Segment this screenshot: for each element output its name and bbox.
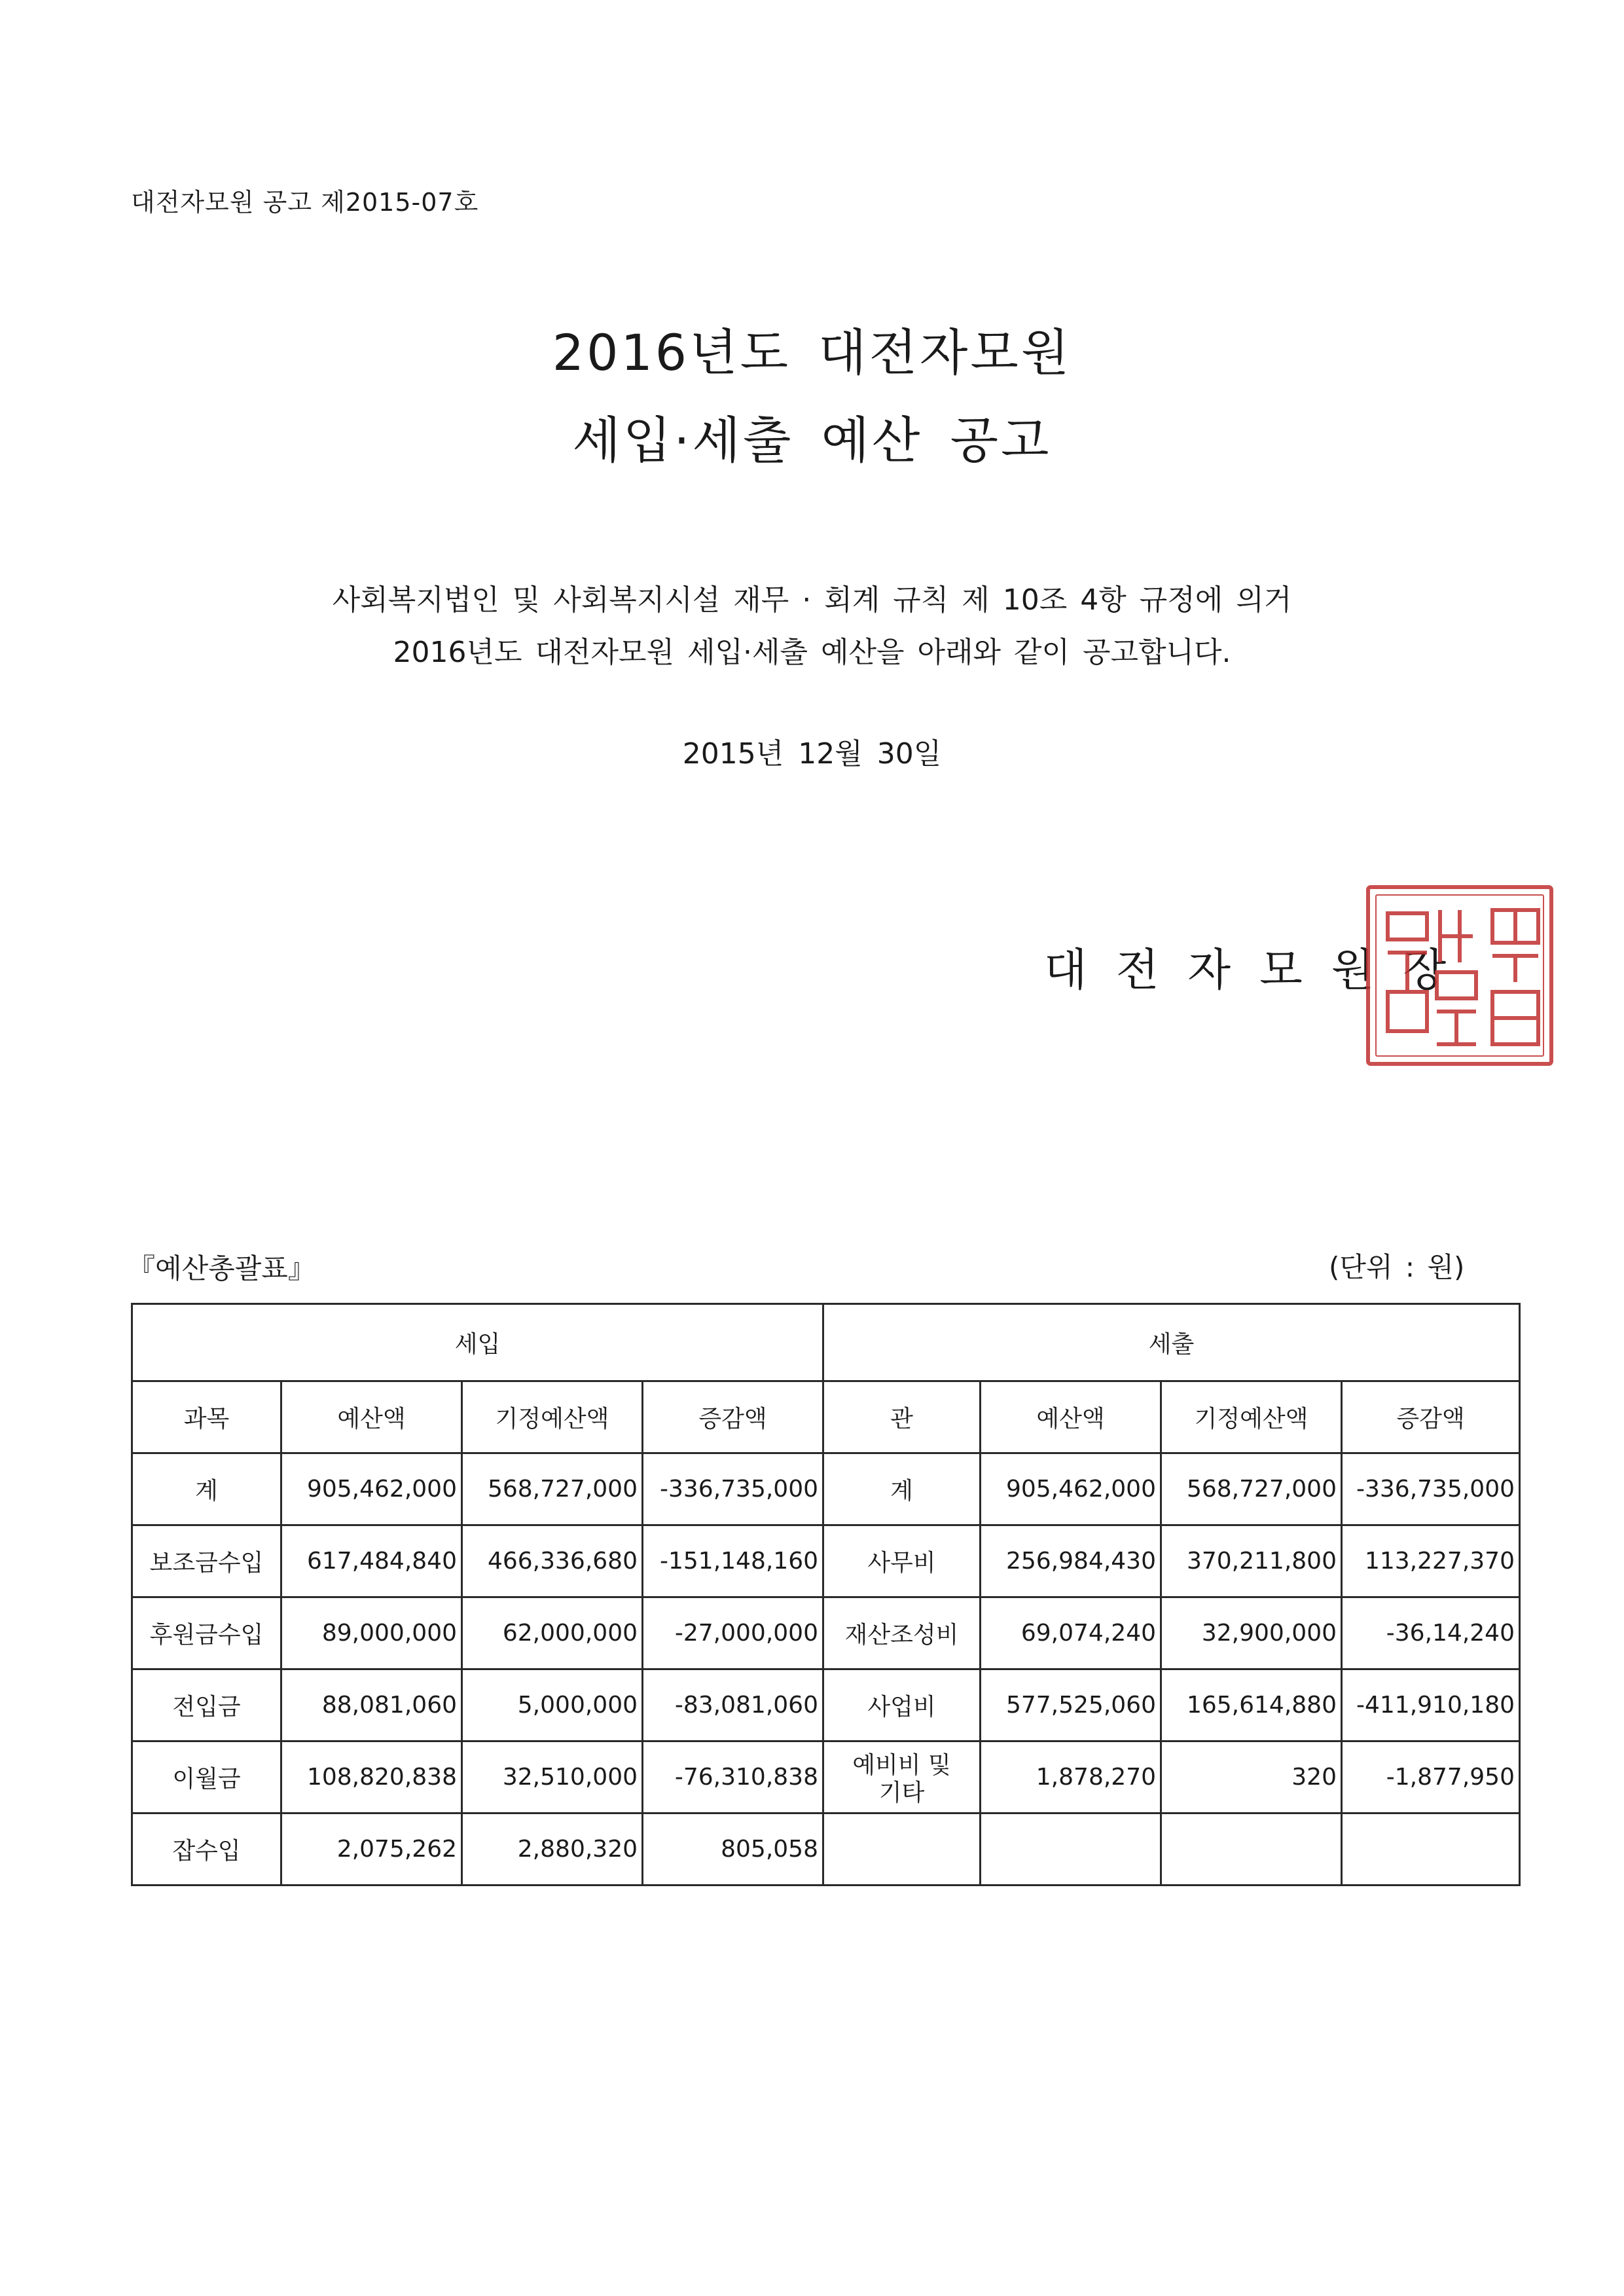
table-cell: 계 [132,1453,281,1525]
document-title-line-2: 세입·세출 예산 공고 [572,411,1052,469]
budget-summary-table [131,1303,1521,1886]
table-cell: 32,510,000 [462,1741,643,1813]
table-row [132,1525,1520,1597]
revenue-group-header: 세입 [132,1304,823,1381]
table-title: 『예산총괄표』 [128,1252,316,1285]
table-cell: 재산조성비 [823,1597,981,1669]
table-cell: 이월금 [132,1741,281,1813]
table-cell: 617,484,840 [281,1525,462,1597]
body-text-line-2: 2016년도 대전자모원 세입·세출 예산을 아래와 같이 공고합니다. [393,636,1231,669]
table-cell: 805,058 [643,1813,823,1886]
table-cell: 905,462,000 [981,1453,1161,1525]
table-cell: -336,735,000 [1342,1453,1520,1525]
table-cell [1342,1813,1520,1886]
body-text-line-1: 사회복지법인 및 사회복지시설 재무 · 회계 규칙 제 10조 4항 규정에 의거 [332,583,1292,617]
table-cell: 1,878,270 [981,1741,1161,1813]
table-cell: -83,081,060 [643,1669,823,1741]
column-header: 예산액 [281,1381,462,1453]
table-cell: -336,735,000 [643,1453,823,1525]
table-cell: 577,525,060 [981,1669,1161,1741]
table-cell: 후원금수입 [132,1597,281,1669]
table-cell: 잡수입 [132,1813,281,1886]
table-cell: 2,075,262 [281,1813,462,1886]
table-cell: 568,727,000 [462,1453,643,1525]
table-cell: 69,074,240 [981,1597,1161,1669]
official-seal-icon [1362,881,1558,1070]
table-cell: 사업비 [823,1669,981,1741]
table-cell: 466,336,680 [462,1525,643,1597]
table-cell: 32,900,000 [1161,1597,1342,1669]
table-cell: 사무비 [823,1525,981,1597]
column-header: 기정예산액 [1161,1381,1342,1453]
table-cell: 370,211,800 [1161,1525,1342,1597]
expense-group-header: 세출 [823,1304,1520,1381]
table-cell: 예비비 및 기타 [823,1741,981,1813]
table-cell: 보조금수입 [132,1525,281,1597]
document-title-line-1: 2016년도 대전자모원 [552,323,1072,382]
table-cell: -27,000,000 [643,1597,823,1669]
table-cell: -151,148,160 [643,1525,823,1597]
table-column-header-row [132,1381,1520,1453]
table-cell: 88,081,060 [281,1669,462,1741]
table-cell: 568,727,000 [1161,1453,1342,1525]
table-cell: -1,877,950 [1342,1741,1520,1813]
column-header: 증감액 [1342,1381,1520,1453]
table-cell: -411,910,180 [1342,1669,1520,1741]
table-cell: 5,000,000 [462,1669,643,1741]
table-cell: -36,14,240 [1342,1597,1520,1669]
table-row [132,1741,1520,1813]
table-cell: 2,880,320 [462,1813,643,1886]
table-row [132,1597,1520,1669]
signer-name: 대전자모원장 [1044,945,1475,996]
table-row [132,1453,1520,1525]
notice-number: 대전자모원 공고 제2015-07호 [131,188,479,217]
notice-date: 2015년 12월 30일 [682,737,942,771]
table-cell: -76,310,838 [643,1741,823,1813]
table-cell: 905,462,000 [281,1453,462,1525]
table-group-header-row [132,1304,1520,1381]
table-row [132,1813,1520,1886]
table-cell: 165,614,880 [1161,1669,1342,1741]
table-cell: 108,820,838 [281,1741,462,1813]
column-header: 과목 [132,1381,281,1453]
table-cell: 89,000,000 [281,1597,462,1669]
table-cell: 256,984,430 [981,1525,1161,1597]
table-cell: 전입금 [132,1669,281,1741]
column-header: 관 [823,1381,981,1453]
column-header: 예산액 [981,1381,1161,1453]
column-header: 기정예산액 [462,1381,643,1453]
table-cell: 계 [823,1453,981,1525]
table-row [132,1669,1520,1741]
table-cell: 320 [1161,1741,1342,1813]
table-cell [981,1813,1161,1886]
column-header: 증감액 [643,1381,823,1453]
unit-label: (단위 : 원) [1329,1251,1465,1283]
table-cell [823,1813,981,1886]
table-cell [1161,1813,1342,1886]
table-cell: 62,000,000 [462,1597,643,1669]
table-cell: 113,227,370 [1342,1525,1520,1597]
